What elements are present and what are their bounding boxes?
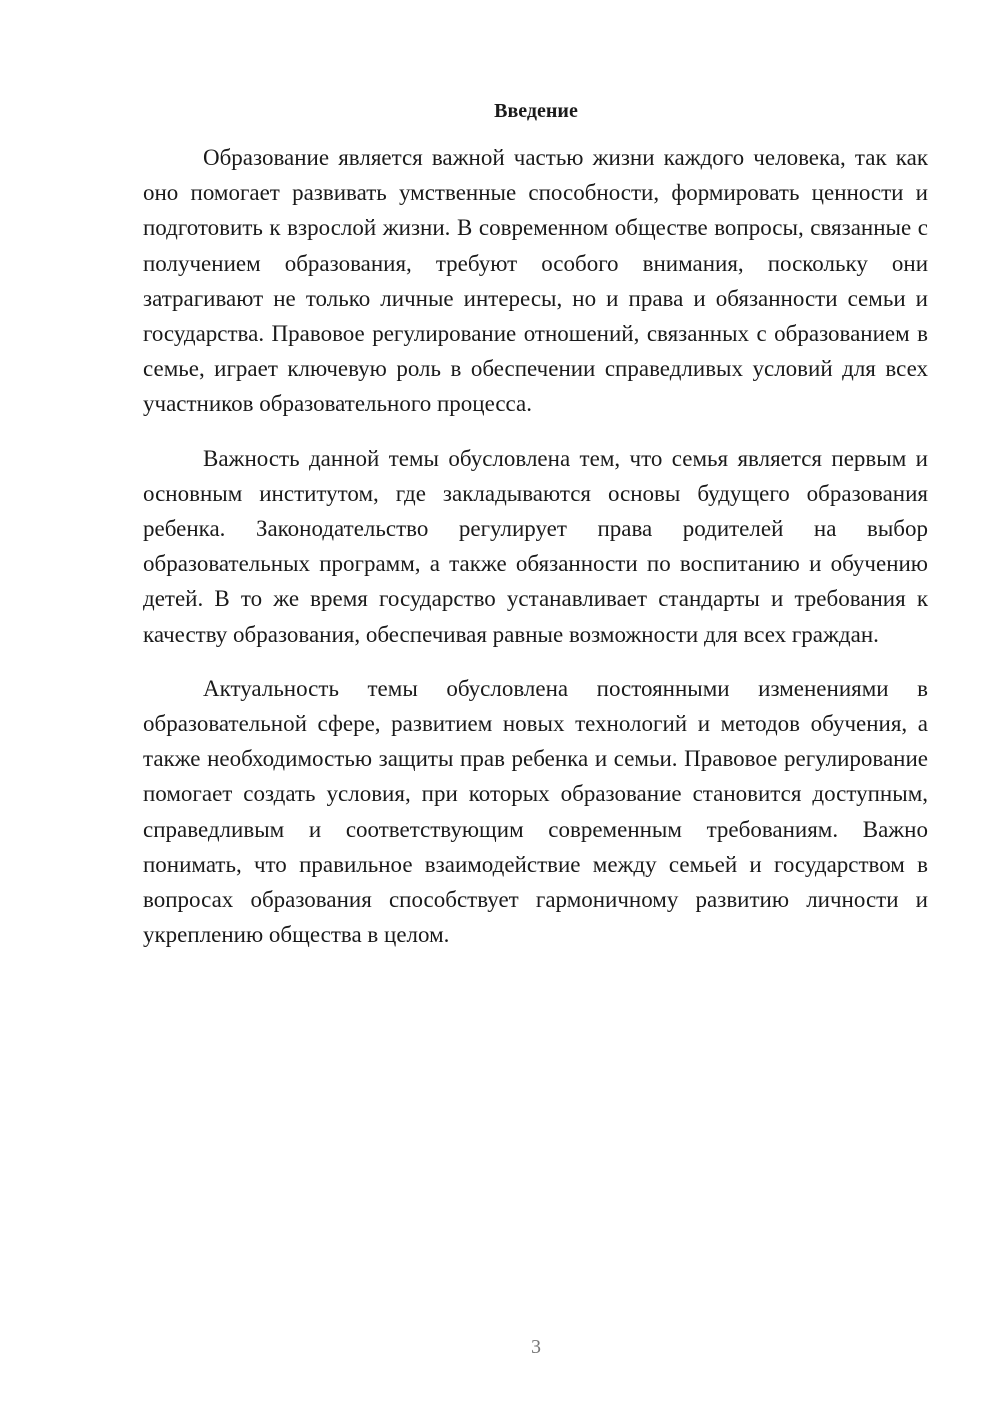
- paragraph-3: Актуальность темы обусловлена постоянными изменениями в образовательной сфере, развитием новых технологий и методов обучения, а также необходимостью защиты прав ребенка и семьи. Правовое регулирование помогает создать условия, при которых образование становится доступным, справедливым и соответствующим современным требованиям. Важно понимать, что правильное взаимодействие между семьей и государством в вопросах образования способствует гармоничному развитию личности и укреплению общества в целом.: [143, 675, 928, 948]
- page-number: 3: [531, 1336, 541, 1358]
- document-body: [143, 140, 928, 952]
- paragraph-1: Образование является важной частью жизни каждого человека, так как оно помогает развивать умственные способности, формировать ценности и подготовить к взрослой жизни. В современном обществе вопросы, связанные с получением образования, требуют особого внимания, поскольку они затрагивают не только личные интересы, но и права и обязанности семьи и государства. Правовое регулирование отношений, связанных с образованием в семье, играет ключевую роль в обеспечении справедливых условий для всех участников образовательного процесса.: [143, 145, 928, 417]
- paragraph-2: Важность данной темы обусловлена тем, что семья является первым и основным институтом, где закладываются основы будущего образования ребенка. Законодательство регулирует права родителей на выбор образовательных программ, а также обязанности по воспитанию и обучению детей. В то же время государство устанавливает стандарты и требования к качеству образования, обеспечивая равные возможности для всех граждан.: [143, 445, 928, 647]
- section-title: Введение: [494, 100, 578, 122]
